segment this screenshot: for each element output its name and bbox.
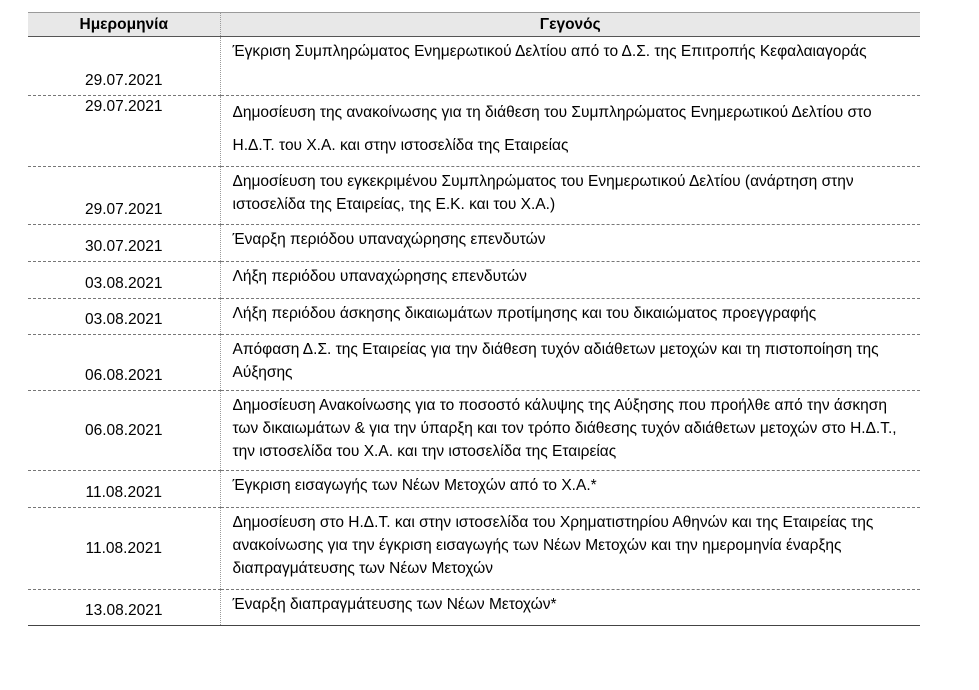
table-row — [28, 225, 920, 262]
table-row — [28, 471, 920, 508]
table-header-row — [28, 13, 920, 37]
row-date: 29.07.2021 — [28, 167, 220, 225]
row-event: Δημοσίευση της ανακοίνωσης για τη διάθεση του Συμπληρώματος Ενημερωτικού Δελτίου στο Η.Δ.Τ. του Χ.Α. και στην ιστοσελίδα της Εταιρείας — [220, 96, 920, 167]
row-date: 06.08.2021 — [28, 335, 220, 391]
row-date: 29.07.2021 — [28, 37, 220, 96]
row-date: 03.08.2021 — [28, 262, 220, 299]
row-event: Λήξη περιόδου άσκησης δικαιωμάτων προτίμησης και του δικαιώματος προεγγραφής — [220, 299, 920, 335]
row-date: 06.08.2021 — [28, 391, 220, 471]
table-row — [28, 96, 920, 167]
header-date: Ημερομηνία — [28, 13, 220, 37]
row-event: Έγκριση εισαγωγής των Νέων Μετοχών από το Χ.Α.* — [220, 471, 920, 508]
table-row — [28, 590, 920, 626]
header-event: Γεγονός — [220, 13, 920, 37]
row-date: 29.07.2021 — [28, 96, 220, 167]
table-row — [28, 167, 920, 225]
timetable — [28, 12, 920, 626]
table-row — [28, 299, 920, 335]
row-event: Έναρξη διαπραγμάτευσης των Νέων Μετοχών* — [220, 590, 920, 626]
row-event: Έγκριση Συμπληρώματος Ενημερωτικού Δελτίου από το Δ.Σ. της Επιτροπής Κεφαλαιαγοράς — [220, 37, 920, 96]
row-event: Δημοσίευση στο Η.Δ.Τ. και στην ιστοσελίδα του Χρηματιστηρίου Αθηνών και της Εταιρείας της ανακοίνωσης για την έγκριση εισαγωγής των Νέων Μετοχών και την ημερομηνία έναρξης διαπραγμάτευσης των Νέων Μετοχών — [220, 508, 920, 590]
row-date: 11.08.2021 — [28, 471, 220, 508]
table-row — [28, 508, 920, 590]
table-row — [28, 335, 920, 391]
row-date: 13.08.2021 — [28, 590, 220, 626]
row-date: 03.08.2021 — [28, 299, 220, 335]
table-row — [28, 262, 920, 299]
row-date: 30.07.2021 — [28, 225, 220, 262]
row-date: 11.08.2021 — [28, 508, 220, 590]
row-event: Απόφαση Δ.Σ. της Εταιρείας για την διάθεση τυχόν αδιάθετων μετοχών και τη πιστοποίηση της Αύξησης — [220, 335, 920, 391]
row-event: Λήξη περιόδου υπαναχώρησης επενδυτών — [220, 262, 920, 299]
row-event: Έναρξη περιόδου υπαναχώρησης επενδυτών — [220, 225, 920, 262]
row-event: Δημοσίευση Ανακοίνωσης για το ποσοστό κάλυψης της Αύξησης που προήλθε από την άσκηση των δικαιωμάτων & για την ύπαρξη και τον τρόπο διάθεσης τυχόν αδιάθετων μετοχών στο Η.Δ.Τ., την ιστοσελίδα του Χ.Α. και την ιστοσελίδα της Εταιρείας — [220, 391, 920, 471]
table-row — [28, 37, 920, 96]
row-event: Δημοσίευση του εγκεκριμένου Συμπληρώματος του Ενημερωτικού Δελτίου (ανάρτηση στην ιστοσελίδα της Εταιρείας, της Ε.Κ. και του Χ.Α.) — [220, 167, 920, 225]
table-row — [28, 391, 920, 471]
